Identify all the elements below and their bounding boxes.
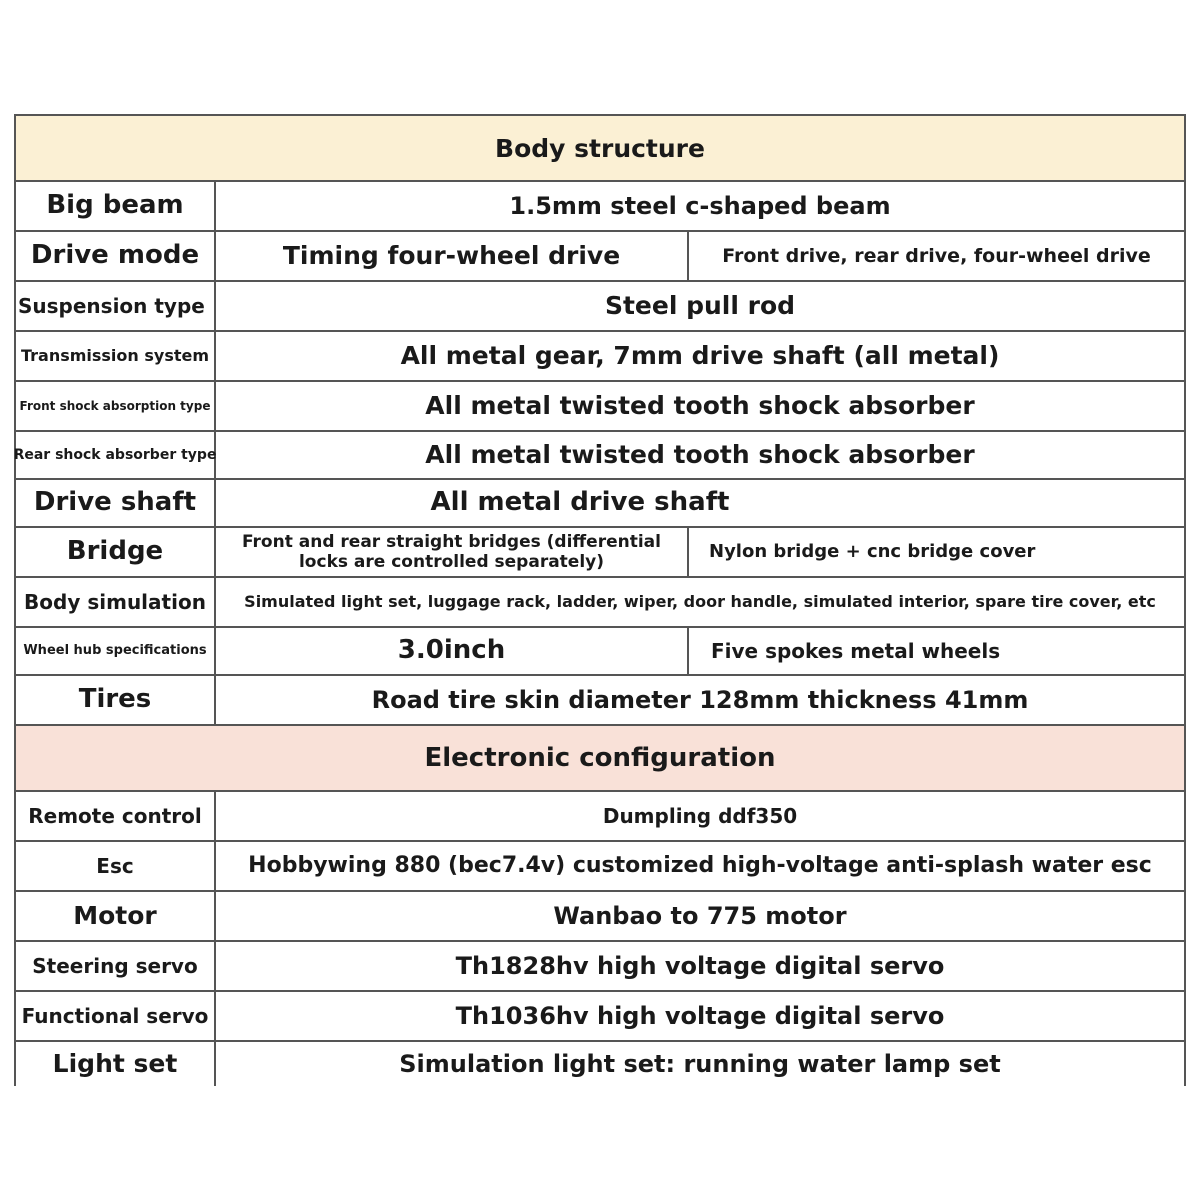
row-value: Hobbywing 880 (bec7.4v) customized high-voltage anti-splash water esc: [248, 852, 1152, 878]
row-value-secondary: Five spokes metal wheels: [711, 639, 1001, 663]
row-label: Esc: [16, 842, 216, 890]
row-value: Timing four-wheel drive: [216, 232, 689, 280]
table-row: [14, 840, 1186, 890]
row-value: Wanbao to 775 motor: [553, 901, 847, 930]
row-value: Front and rear straight bridges (differential locks are controlled separately): [216, 528, 689, 576]
row-label: Drive shaft: [16, 480, 216, 526]
row-value: All metal twisted tooth shock absorber: [425, 440, 975, 469]
row-label: Remote control: [16, 792, 216, 840]
row-value: Steel pull rod: [604, 291, 796, 320]
row-value: Simulated light set, luggage rack, ladder, wiper, door handle, simulated interior, spare tire cover, etc: [244, 592, 1156, 612]
row-value: Th1828hv high voltage digital servo: [455, 951, 945, 980]
row-label: Suspension type: [16, 282, 216, 330]
table-row: [14, 674, 1186, 724]
table-row: [14, 526, 1186, 576]
section-header-electronic-configuration: [14, 724, 1186, 790]
row-value: 1.5mm steel c-shaped beam: [509, 191, 891, 220]
row-label: Body simulation: [16, 578, 216, 626]
section-title: Electronic configuration: [424, 743, 776, 773]
row-label: Big beam: [16, 182, 216, 230]
table-row: [14, 430, 1186, 478]
row-label: Steering servo: [16, 942, 216, 990]
section-header-body-structure: [14, 114, 1186, 180]
table-row: [14, 280, 1186, 330]
row-value-secondary: Front drive, rear drive, four-wheel drive: [722, 244, 1151, 267]
table-row: [14, 940, 1186, 990]
table-row: [14, 478, 1186, 526]
row-value: Road tire skin diameter 128mm thickness 41mm: [371, 685, 1029, 714]
row-value: 3.0inch: [216, 628, 689, 674]
table-row: [14, 180, 1186, 230]
row-label: Tires: [16, 676, 216, 724]
row-label: Functional servo: [16, 992, 216, 1040]
row-label: Light set: [16, 1042, 216, 1086]
table-row: [14, 626, 1186, 674]
row-value: Th1036hv high voltage digital servo: [455, 1001, 945, 1030]
table-row: [14, 990, 1186, 1040]
row-value: All metal drive shaft: [430, 487, 730, 518]
section-title: Body structure: [495, 133, 705, 163]
table-row: [14, 576, 1186, 626]
table-row: [14, 1040, 1186, 1086]
table-row: [14, 790, 1186, 840]
row-value: All metal twisted tooth shock absorber: [425, 391, 975, 420]
row-value: Simulation light set: running water lamp set: [399, 1049, 1001, 1078]
row-label: Transmission system: [16, 332, 216, 380]
table-row: [14, 380, 1186, 430]
table-row: [14, 330, 1186, 380]
spec-table: [14, 114, 1188, 1086]
row-label: Drive mode: [16, 232, 216, 280]
table-row: [14, 230, 1186, 280]
row-value: All metal gear, 7mm drive shaft (all metal): [400, 341, 1000, 370]
row-label: Motor: [16, 892, 216, 940]
row-value: Dumpling ddf350: [602, 804, 798, 828]
table-row: [14, 890, 1186, 940]
row-label: Front shock absorption type: [16, 382, 216, 430]
row-label: Wheel hub specifications: [16, 628, 216, 674]
row-label: Rear shock absorber type: [16, 432, 216, 478]
row-value-secondary: Nylon bridge + cnc bridge cover: [709, 541, 1036, 563]
row-label: Bridge: [16, 528, 216, 576]
